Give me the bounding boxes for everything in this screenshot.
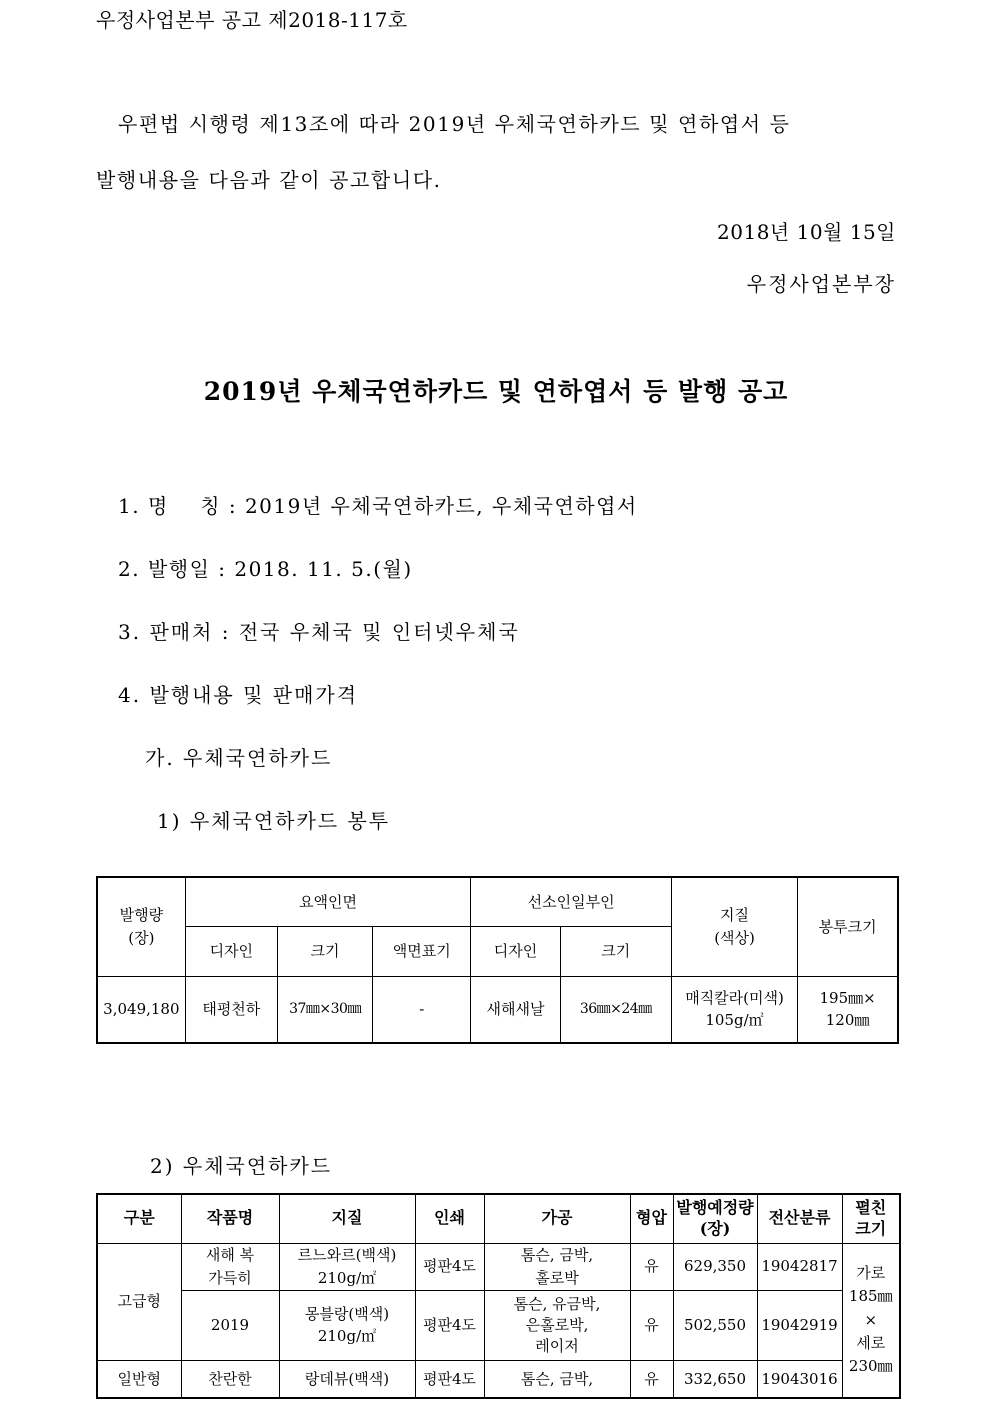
- cell-unfold-size: 가로 185㎜ × 세로 230㎜: [842, 1243, 900, 1398]
- cell-work-name: 2019: [181, 1290, 279, 1360]
- cell-planned-qty: 332,650: [673, 1360, 757, 1398]
- cell-paper: 랑데뷰(백색): [279, 1360, 415, 1398]
- cell-paper: 매직칼라(미색) 105g/㎡: [671, 976, 797, 1043]
- cell-issue-qty: 3,049,180: [97, 976, 185, 1043]
- cell-face-value: -: [373, 976, 471, 1043]
- cell-print: 평판4도: [415, 1243, 484, 1290]
- header-category: 구분: [97, 1194, 181, 1243]
- cell-paper: 르느와르(백색) 210g/㎡: [279, 1243, 415, 1290]
- header-cancel-design: 디자인: [471, 926, 560, 976]
- cell-stamp-design: 태평천하: [185, 976, 277, 1043]
- sub-section-a1: 1) 우체국연하카드 봉투: [157, 809, 391, 833]
- cell-code: 19043016: [757, 1360, 842, 1398]
- header-planned-qty: 발행예정량 (장): [673, 1194, 757, 1243]
- header-stamp-face: 요액인면: [185, 877, 471, 926]
- header-face-value: 액면표기: [373, 926, 471, 976]
- header-unfold-size: 펼친 크기: [842, 1194, 900, 1243]
- header-processing: 가공: [484, 1194, 630, 1243]
- card-table: [96, 1193, 901, 1399]
- header-cancel-stamp: 선소인일부인: [471, 877, 672, 926]
- cell-envelope-size: 195㎜× 120㎜: [798, 976, 898, 1043]
- cell-planned-qty: 629,350: [673, 1243, 757, 1290]
- cell-embossing: 유: [630, 1243, 673, 1290]
- cell-planned-qty: 502,550: [673, 1290, 757, 1360]
- cell-work-name: 새해 복 가득히: [181, 1243, 279, 1290]
- document-title: 2019년 우체국연하카드 및 연하엽서 등 발행 공고: [203, 377, 789, 406]
- cell-processing: 톰슨, 금박,: [484, 1360, 630, 1398]
- cell-embossing: 유: [630, 1360, 673, 1398]
- intro-line-2: 발행내용을 다음과 같이 공고합니다.: [96, 168, 442, 192]
- cell-work-name: 찬란한: [181, 1360, 279, 1398]
- header-cancel-size: 크기: [560, 926, 671, 976]
- cell-cancel-design: 새해새날: [471, 976, 560, 1043]
- table-row: [97, 1290, 900, 1360]
- notice-issuer: 우정사업본부장: [746, 272, 896, 296]
- cell-category-standard: 일반형: [97, 1360, 181, 1398]
- cell-code: 19042919: [757, 1290, 842, 1360]
- intro-line-1: 우편법 시행령 제13조에 따라 2019년 우체국연하카드 및 연하엽서 등: [118, 112, 791, 136]
- table-row: [97, 1360, 900, 1398]
- notice-number: 우정사업본부 공고 제2018-117호: [96, 8, 408, 32]
- sub-section-a2: 2) 우체국연하카드: [150, 1154, 333, 1178]
- item-name: 1. 명 칭 : 2019년 우체국연하카드, 우체국연하엽서: [118, 494, 638, 518]
- header-stamp-design: 디자인: [185, 926, 277, 976]
- cell-stamp-size: 37㎜×30㎜: [277, 976, 372, 1043]
- header-print: 인쇄: [415, 1194, 484, 1243]
- header-embossing: 형압: [630, 1194, 673, 1243]
- table-row: [97, 1243, 900, 1290]
- cell-processing: 톰슨, 유금박, 은홀로박, 레이저: [484, 1290, 630, 1360]
- item-issue-date: 2. 발행일 : 2018. 11. 5.(월): [118, 557, 413, 581]
- header-issue-qty: 발행량 (장): [97, 877, 185, 976]
- header-envelope-size: 봉투크기: [798, 877, 898, 976]
- cell-cancel-size: 36㎜×24㎜: [560, 976, 671, 1043]
- cell-print: 평판4도: [415, 1360, 484, 1398]
- cell-print: 평판4도: [415, 1290, 484, 1360]
- item-sales-location: 3. 판매처 : 전국 우체국 및 인터넷우체국: [118, 620, 520, 644]
- cell-paper: 몽블랑(백색) 210g/㎡: [279, 1290, 415, 1360]
- cell-code: 19042817: [757, 1243, 842, 1290]
- sub-section-a: 가. 우체국연하카드: [145, 746, 333, 770]
- cell-category-premium: 고급형: [97, 1243, 181, 1360]
- cell-processing: 톰슨, 금박, 홀로박: [484, 1243, 630, 1290]
- header-stamp-size: 크기: [277, 926, 372, 976]
- header-code: 전산분류: [757, 1194, 842, 1243]
- notice-date: 2018년 10월 15일: [717, 220, 896, 244]
- envelope-table: [96, 876, 899, 1044]
- header-work-name: 작품명: [181, 1194, 279, 1243]
- cell-embossing: 유: [630, 1290, 673, 1360]
- table-row: [97, 976, 898, 1043]
- item-issue-content: 4. 발행내용 및 판매가격: [118, 683, 359, 707]
- header-paper: 지질 (색상): [671, 877, 797, 976]
- header-paper: 지질: [279, 1194, 415, 1243]
